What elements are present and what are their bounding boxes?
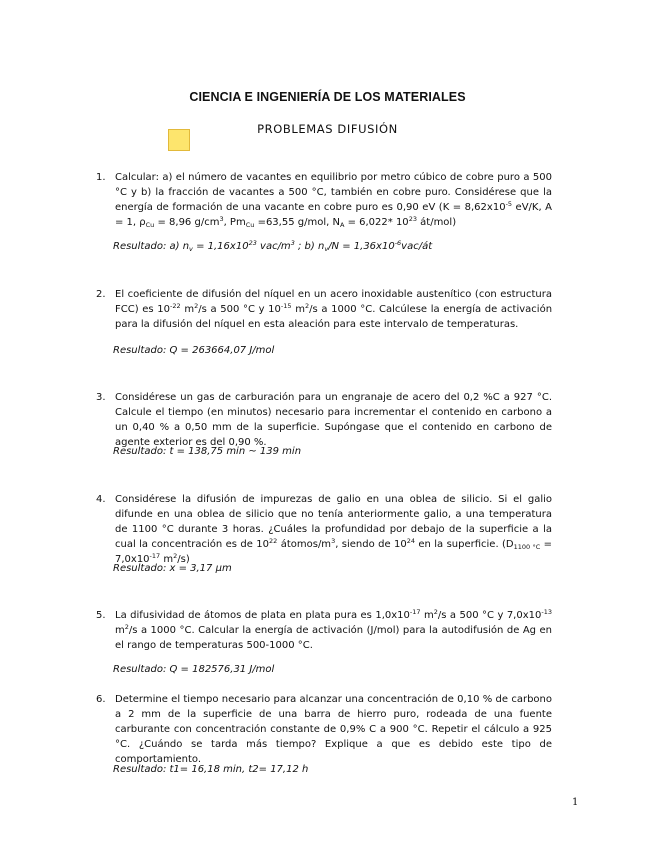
page-number: 1 — [572, 797, 579, 808]
problem-6-result: Resultado: t1= 16,18 min, t2= 17,12 h — [113, 764, 309, 775]
problem-text: El coeficiente de difusión del níquel en un acero inoxidable austenítico (con estructura FCC) es $10^{-22}$ $m^2/s$ a 500 °C y $10^{-15}$ $m^2/s$ a 1000 °C. Calcúlese la energía de activación para la difusión del níquel en esta aleación para este intervalo de temperaturas. — [115, 289, 553, 330]
problem-1-result: Resultado: a) $n_v = 1,16x10^{23}$ vac/$m^3$ ; b) $n_v/N$ = $1,36x10^{-6}vac/át$ — [113, 239, 433, 253]
problem-number: 6. — [96, 694, 106, 705]
problem-text: Considérese la difusión de impurezas de galio en una oblea de silicio. Si el galio difunde en una oblea de silicio que no tenía anteriormente galio, a una temperatura de 1100 °C durante 3 horas. ¿Cuáles la profundidad por debajo de la superficie a la cual la concentración es de $10^{22}$ átomos/$m^3$, siendo de $10^{24}$ en la superficie. ($D_{1100 ^\circ C} = 7,0x10^{-17}$ $m^2/s$) — [115, 494, 553, 565]
problem-number: 4. — [96, 494, 106, 505]
page-title: CIENCIA E INGENIERÍA DE LOS MATERIALES — [189, 90, 466, 104]
page-subtitle: PROBLEMAS DIFUSIÓN — [257, 122, 398, 136]
problem-number: 1. — [96, 172, 106, 183]
problem-5 — [96, 608, 552, 653]
problem-6 — [96, 692, 552, 767]
problem-text: Considérese un gas de carburación para un engranaje de acero del 0,2 %C a 927 °C. Calcule el tiempo (en minutos) necesario para incrementar el contenido en carbono a un 0,40 % a 0,50 mm de la superficie. Supóngase que el contenido en carbono de agente exterior es del 0,90 %. — [115, 392, 552, 448]
problem-4-result: Resultado: x = 3,17 µm — [113, 563, 232, 574]
problem-number: 3. — [96, 392, 106, 403]
problem-5-result: Resultado: Q = 182576,31 J/mol — [113, 664, 275, 675]
problem-3-result: Resultado: t = 138,75 min ~ 139 min — [113, 446, 302, 457]
problem-text: La difusividad de átomos de plata en plata pura es $1,0x10^{-17}$ $m^2/s$ a 500 °C y $7,0x10^{-13}$ $m^2/s$ a 1000 °C. Calcular la energía de activación (J/mol) para la autodifusión de Ag en el rango de temperaturas 500-1000 °C. — [115, 608, 552, 651]
problem-number: 5. — [96, 610, 106, 621]
problem-2 — [96, 287, 552, 332]
problem-text: Calcular: a) el número de vacantes en equilibrio por metro cúbico de cobre puro a 500 °C y b) la fracción de vacantes a 500 °C, también en cobre puro. Considérese que la energía de formación de una vacante en cobre puro es 0,90 eV ($K = 8,62x10^{-5}$ eV/K, A = 1, $\rho_{Cu} = 8,96$ $g/cm^3$, $Pm_{Cu} =63,55$ g/mol, $N_A = 6,022*$ $10^{23}$ át/mol) — [115, 172, 552, 229]
problem-3 — [96, 390, 552, 450]
problem-2-result: Resultado: Q = 263664,07 J/mol — [113, 345, 275, 356]
problem-number: 2. — [96, 289, 106, 300]
problem-text: Determine el tiempo necesario para alcanzar una concentración de 0,10 % de carbono a 2 mm de la superficie de una barra de hierro puro, rodeada de una fuente carburante con concentración constante de 0,9% C a 900 °C. Repetir el cálculo a 925 °C. ¿Cuándo se tarda más tiempo? Explique a que es debido este tipo de comportamiento. — [115, 694, 552, 765]
problem-1 — [96, 170, 552, 230]
problem-4 — [96, 492, 552, 567]
